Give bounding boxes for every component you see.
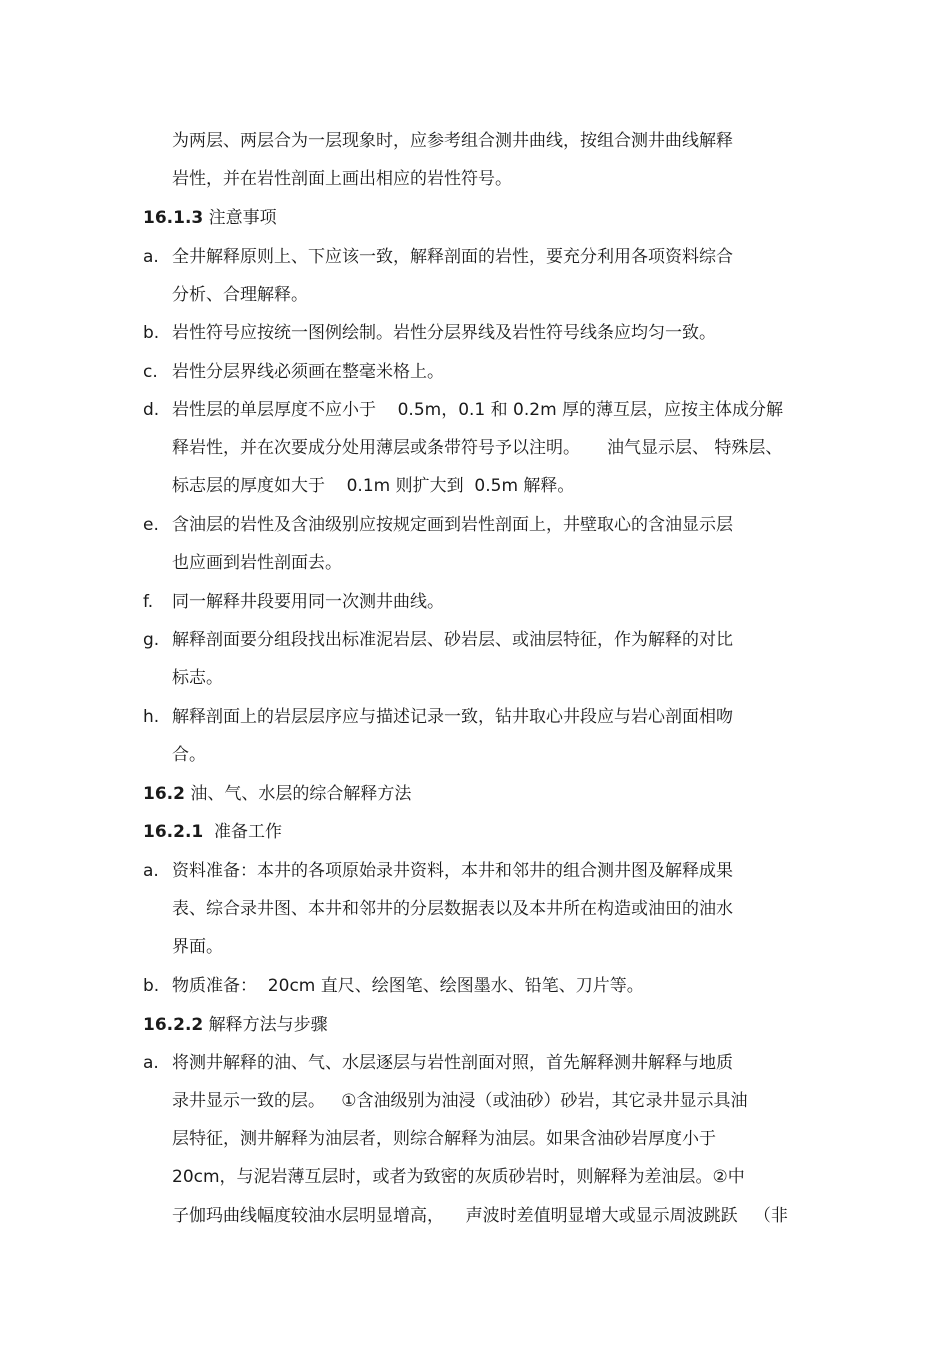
list-item-line: 20cm，与泥岩薄互层时，或者为致密的灰质砂岩时，则解释为差油层。②中 xyxy=(172,1167,745,1187)
list-marker: a. xyxy=(143,1053,159,1073)
list-marker: f. xyxy=(143,592,154,612)
section-heading-16-2-2 xyxy=(143,1014,328,1036)
list-item-line: 标志。 xyxy=(172,668,223,688)
list-marker: b. xyxy=(143,323,160,343)
list-marker: a. xyxy=(143,861,159,881)
list-item-line: 解释剖面要分组段找出标准泥岩层、砂岩层、或油层特征，作为解释的对比 xyxy=(172,630,733,650)
section-title: 注意事项 xyxy=(203,208,277,228)
section-number: 16.2.2 xyxy=(143,1015,204,1035)
list-item-line: 界面。 xyxy=(172,937,223,957)
list-item-line: 子伽玛曲线幅度较油水层明显增高， 声波时差值明显增大或显示周波跳跃 （非 xyxy=(172,1206,788,1226)
list-item-line: 资料准备：本井的各项原始录井资料，本井和邻井的组合测井图及解释成果 xyxy=(172,861,733,881)
list-item-line: 含油层的岩性及含油级别应按规定画到岩性剖面上，井壁取心的含油显示层 xyxy=(172,515,733,535)
list-item-line: 岩性层的单层厚度不应小于 0.5m，0.1 和 0.2m 厚的薄互层，应按主体成分解 xyxy=(172,400,784,420)
list-item-line: 层特征，测井解释为油层者，则综合解释为油层。如果含油砂岩厚度小于 xyxy=(172,1129,716,1149)
section-title: 准备工作 xyxy=(203,822,283,842)
list-item-line: 解释剖面上的岩层层序应与描述记录一致，钻井取心井段应与岩心剖面相吻 xyxy=(172,707,733,727)
list-item-line: 物质准备： 20cm 直尺、绘图笔、绘图墨水、铅笔、刀片等。 xyxy=(172,976,644,996)
section-number: 16.1.3 xyxy=(143,208,204,228)
list-item-line: 分析、合理解释。 xyxy=(172,285,308,305)
list-marker: g. xyxy=(143,630,160,650)
section-number: 16.2.1 xyxy=(143,822,204,842)
list-marker: h. xyxy=(143,707,160,727)
section-title: 油、气、水层的综合解释方法 xyxy=(184,784,412,804)
list-item-line: 录井显示一致的层。 ①含油级别为油浸（或油砂）砂岩，其它录井显示具油 xyxy=(172,1091,748,1111)
list-item-line: 岩性分层界线必须画在整毫米格上。 xyxy=(172,362,444,382)
section-title: 解释方法与步骤 xyxy=(203,1015,328,1035)
section-heading-16-1-3 xyxy=(143,207,277,229)
list-item-line: 全井解释原则上、下应该一致，解释剖面的岩性，要充分利用各项资料综合 xyxy=(172,247,733,267)
list-marker: d. xyxy=(143,400,160,420)
list-marker: a. xyxy=(143,247,159,267)
section-heading-16-2 xyxy=(143,783,411,805)
list-item-line: 岩性符号应按统一图例绘制。岩性分层界线及岩性符号线条应均匀一致。 xyxy=(172,323,716,343)
section-number: 16.2 xyxy=(143,784,185,804)
list-item-line: 标志层的厚度如大于 0.1m 则扩大到 0.5m 解释。 xyxy=(172,476,575,496)
list-item-line: 同一解释井段要用同一次测井曲线。 xyxy=(172,592,444,612)
section-heading-16-2-1 xyxy=(143,821,282,843)
intro-line-1: 为两层、两层合为一层现象时，应参考组合测井曲线，按组合测井曲线解释 xyxy=(172,131,733,151)
list-item-line: 释岩性，并在次要成分处用薄层或条带符号予以注明。 油气显示层、 特殊层、 xyxy=(172,438,783,458)
list-marker: c. xyxy=(143,362,158,382)
list-item-line: 也应画到岩性剖面去。 xyxy=(172,553,342,573)
list-item-line: 将测井解释的油、气、水层逐层与岩性剖面对照，首先解释测井解释与地质 xyxy=(172,1053,733,1073)
list-item-line: 表、综合录井图、本井和邻井的分层数据表以及本井所在构造或油田的油水 xyxy=(172,899,733,919)
list-marker: b. xyxy=(143,976,160,996)
list-marker: e. xyxy=(143,515,159,535)
list-item-line: 合。 xyxy=(172,745,206,765)
intro-line-2: 岩性，并在岩性剖面上画出相应的岩性符号。 xyxy=(172,169,512,189)
